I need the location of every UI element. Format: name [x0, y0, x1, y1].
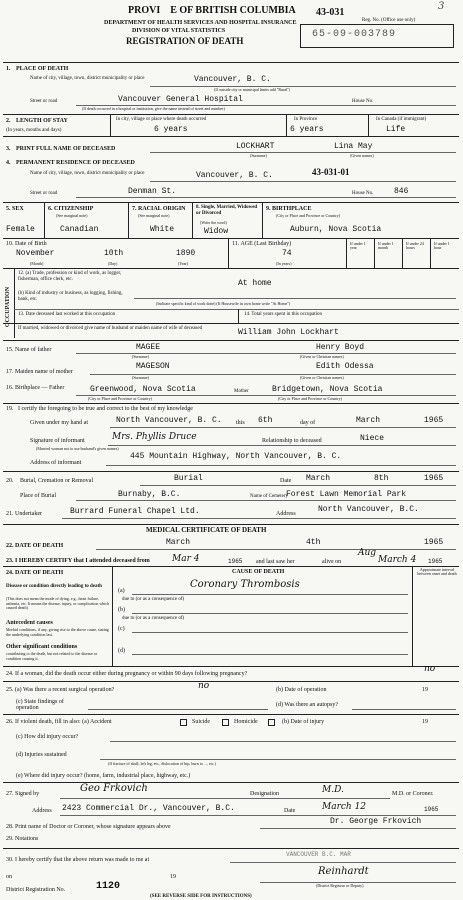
given-at: North Vancouver, B. C. — [116, 416, 222, 425]
father-given: Henry Boyd — [316, 343, 365, 352]
dob-month: November — [16, 249, 55, 258]
surname-label: (Surname) — [250, 153, 267, 158]
city-note: (If outside city or municipal limits add "Rural") — [214, 87, 291, 92]
doctor-addr-label: Address — [32, 808, 52, 814]
rule — [150, 86, 456, 87]
burial-label: Burial, Cremation or Removal — [20, 478, 93, 484]
rule — [88, 709, 268, 710]
last-saw-label: and last saw her — [256, 559, 295, 565]
mother-word: Mother — [234, 389, 249, 394]
day-of-label: day of — [300, 420, 316, 426]
dob-label: 10. Date of Birth — [6, 241, 47, 247]
rule — [286, 114, 287, 136]
occupation-note: (Indicate specific kind of work done) (If Housewife in own home write "At Home") — [156, 301, 291, 306]
rule — [100, 759, 456, 760]
residence-title: PERMANENT RESIDENCE OF DECEASED — [16, 160, 135, 166]
divider — [3, 471, 459, 472]
stay-canada-label: In Canada (if immigrant) — [376, 117, 427, 122]
burial-place-label: Place of Burial — [20, 493, 56, 499]
inj-year-prefix: 19 — [422, 719, 428, 725]
interval-title: Approximate interval between onset and death — [417, 567, 457, 576]
on-label: on — [6, 874, 12, 880]
informant-month: March — [356, 416, 381, 425]
mother-surname: MAGESON — [136, 362, 170, 371]
marital-label: 8. Single, Married, Widowed or Divorced — [196, 205, 258, 216]
disease-note: (This does not mean the mode of dying, e.g., heart failure, asthenia, etc. It means the disease, injury, or complication which caused death) — [6, 596, 110, 611]
age: 74 — [282, 249, 292, 258]
father-surname: MAGEE — [136, 343, 161, 352]
registrar-signature: Reinhardt — [318, 866, 369, 877]
marital-sub: (Write the word) — [200, 220, 227, 225]
item-number: 4. — [6, 160, 11, 166]
district-reg-number: 1120 — [96, 881, 121, 892]
disease-label: Disease or condition directly leading to death — [6, 584, 102, 589]
homicide-label: Homicide — [234, 719, 258, 725]
burial-place: Burnaby, B.C. — [118, 490, 181, 499]
undertaker-address: North Vancouver, B.C. — [318, 505, 419, 514]
occupation-a: At home — [238, 279, 272, 288]
stay-city-label: In city, village or place where death occurred — [116, 117, 207, 122]
reg-repeat: 43-031-01 — [312, 167, 350, 177]
spouse: William John Lockhart — [238, 328, 339, 337]
item-number: 1. — [6, 66, 11, 72]
informant-addr-label: Address of informant — [30, 460, 82, 466]
rule — [44, 202, 45, 238]
divider — [3, 782, 459, 783]
rule — [260, 828, 456, 829]
mother-birthplace: Bridgetown, Nova Scotia — [272, 385, 383, 394]
rule — [14, 309, 459, 310]
autopsy-label: (d) Was there an autopsy? — [276, 702, 339, 708]
rule — [230, 862, 456, 863]
under-1-year: If under 1 year — [350, 241, 366, 250]
rule — [346, 238, 347, 268]
last-seen-date: March 4 — [378, 555, 417, 565]
cause-a: Coronary Thrombosis — [190, 579, 300, 590]
reg-stamp: 65-09-003789 — [312, 29, 397, 40]
city-label: Name of city, village, town, district municipality or place — [30, 76, 145, 81]
attended-year: 1965 — [228, 558, 243, 565]
certify-text: I certify the foregoing to be true and correct to the best of my knowledge — [18, 406, 193, 412]
rule — [140, 485, 456, 486]
mother-bp-label: (City or Place and Province or Country) — [278, 396, 342, 401]
occupation-side-label: OCCUPATION — [5, 286, 12, 328]
registration-number: 43-031 — [316, 7, 345, 18]
res-house-label: House No. — [352, 191, 374, 196]
informant-sig-label: Signature of informant — [30, 438, 85, 444]
death-year: 1965 — [424, 538, 444, 547]
designation: M.D. — [322, 785, 344, 795]
house-label: House No. — [352, 99, 374, 104]
op-year-prefix: 19 — [422, 687, 428, 693]
stay-province-label: In Province — [294, 117, 318, 122]
dob-year: 1890 — [176, 249, 196, 258]
division-title: DIVISION OF VITAL STATISTICS — [132, 28, 226, 34]
divider — [3, 114, 459, 115]
divider — [3, 238, 459, 239]
rule — [368, 114, 369, 136]
cause-b-letter: (b) — [118, 607, 125, 613]
informant-address: 445 Mountain Highway, North Vancouver, B. C. — [130, 452, 342, 461]
street-note: (If death occurred in a hospital or institution, give the name instead of street and number) — [82, 106, 225, 111]
doctor-printed-name: Dr. George Frkovich — [330, 817, 422, 826]
injuries-note: (If fracture of skull, left leg, etc., dislocation of hip, burn to ..., etc.) — [108, 761, 216, 766]
divider — [3, 136, 459, 137]
violent-death-label: 26. If violent death, fill in also: (a) Accident — [6, 719, 112, 725]
item-number: 20. — [6, 478, 14, 484]
antecedent-label: Antecedent causes — [6, 620, 53, 626]
corner-mark: 3 — [438, 1, 445, 12]
form-title: REGISTRATION OF DEATH — [126, 36, 244, 46]
undertaker-addr-label: Address — [276, 511, 296, 517]
rule — [76, 197, 456, 198]
dob-day: 10th — [104, 249, 124, 258]
length-sub: (In years, months and days) — [6, 128, 62, 133]
rule — [132, 594, 408, 595]
registrar-label: (District Registrar or Deputy) — [316, 883, 364, 888]
stay-canada: Life — [386, 125, 406, 134]
burial-month: March — [306, 474, 331, 483]
father-given-label: (Given or Christian names) — [300, 354, 344, 359]
item-number: 19. — [6, 406, 14, 412]
divider — [3, 403, 459, 404]
divider — [3, 202, 459, 203]
death-street: Vancouver General Hospital — [118, 95, 243, 104]
res-house: 846 — [394, 187, 409, 196]
father-bp-label: (City or Place and Province or Country) — [88, 396, 152, 401]
divider — [3, 681, 459, 682]
other-conditions-label: Other significant conditions — [6, 644, 78, 650]
sign-date-label: Date — [284, 808, 296, 814]
attended-from: Mar 4 — [172, 554, 200, 564]
divider — [3, 62, 459, 63]
rule — [110, 427, 456, 428]
certify-attended-label: 23. I HEREBY CERTIFY that I attended deceased from — [6, 558, 150, 564]
death-month: March — [166, 538, 191, 547]
rule — [110, 114, 111, 136]
homicide-checkbox[interactable] — [268, 719, 275, 726]
undertaker-label: 21. Undertaker — [6, 511, 42, 517]
pregnancy-answer: no — [424, 664, 436, 674]
mother-given-label: (Given or Christian names) — [300, 375, 344, 380]
department-title: DEPARTMENT OF HEALTH SERVICES AND HOSPITAL INSURANCE — [104, 20, 297, 26]
suicide-label: Suicide — [192, 719, 210, 725]
rule — [96, 549, 456, 550]
cemetery: Forest Lawn Memorial Park — [286, 490, 407, 499]
deceased-given: Lina May — [334, 142, 373, 151]
cause-d-letter: (d) — [118, 648, 125, 654]
sex-label: 5. SEX — [6, 206, 24, 212]
divider — [3, 566, 459, 567]
findings-label: (c) State findings of operation — [16, 699, 64, 711]
citizenship-sub: (See marginal note) — [56, 213, 88, 218]
where-injury-label: (e) Where did injury occur? (home, farm, industrial place, highway, etc.) — [16, 773, 191, 779]
res-city-label: Name of city, village, town, district municipality or place — [30, 171, 145, 176]
occupation-a-label: 12. (a) Trade, profession or kind of work, as logger, fisherman, office clerk, etc. — [18, 271, 122, 282]
undertaker: Burrard Funeral Chapel Ltd. — [70, 507, 200, 516]
this-label: this — [236, 420, 245, 426]
rule — [150, 181, 456, 182]
rule — [60, 815, 456, 816]
given-label: (Given names) — [350, 153, 374, 158]
divider — [3, 714, 459, 715]
footer-instructions: (SEE REVERSE SIDE FOR INSTRUCTIONS) — [150, 894, 252, 899]
rule — [110, 741, 456, 742]
stay-city: 6 years — [154, 125, 188, 134]
year-label: (Year) — [178, 261, 189, 266]
race: White — [150, 225, 175, 234]
father-birthplace: Greenwood, Nova Scotia — [90, 385, 196, 394]
reg-year-prefix: 19 — [170, 874, 176, 880]
due-to-2: due to (or as a consequence of) — [122, 616, 185, 621]
mother-surname-label: (Surname) — [132, 375, 149, 380]
rule — [62, 518, 456, 519]
informant-year: 1965 — [424, 416, 444, 425]
rule — [192, 202, 193, 238]
rule — [430, 238, 431, 268]
rule — [112, 566, 113, 666]
rule — [60, 798, 390, 799]
rule — [132, 613, 408, 614]
rule — [228, 238, 229, 268]
notations-label: 29. Notations — [6, 836, 39, 842]
cause-a-letter: (a) — [118, 588, 125, 594]
burial-day: 8th — [374, 474, 389, 483]
stay-province: 6 years — [290, 125, 324, 134]
rule — [132, 654, 408, 655]
total-years-label: 14. Total years spent in this occupation — [244, 312, 323, 317]
spouse-label: If married, widowed or divorced give name of husband or maiden name of wife of deceased — [18, 326, 203, 331]
res-street: Denman St. — [128, 187, 177, 196]
item-number: 2. — [6, 118, 11, 124]
under-24-hours: If under 24 hours — [406, 241, 424, 250]
rule — [150, 152, 456, 153]
divider — [3, 323, 459, 324]
rule — [128, 202, 129, 238]
signed-by-label: 27. Signed by — [6, 791, 40, 797]
sig-note: (Married woman not to use husband's given names) — [36, 446, 119, 451]
street-label: Street or road — [30, 99, 58, 104]
burial-year: 1965 — [424, 474, 444, 483]
relationship-label: Relationship to deceased — [262, 438, 322, 444]
race-label: 7. RACIAL ORIGIN — [132, 206, 186, 212]
pregnancy-question: 24. If a woman, did the death occur either during pregnancy or within 90 days following pregnancy? — [6, 671, 248, 677]
item-number: 3. — [6, 146, 11, 152]
rule — [374, 238, 375, 268]
informant-signature: Mrs. Phyllis Druce — [112, 432, 197, 442]
date-of-death-24-label: 24. DATE OF DEATH — [6, 570, 64, 576]
alive-on-label: alive on — [322, 559, 342, 565]
antecedent-note: Morbid conditions, if any, giving rise to the above cause, stating the underlying condition last. — [6, 627, 109, 637]
rule — [14, 268, 15, 338]
length-of-stay-title: LENGTH OF STAY — [16, 118, 68, 124]
accident-checkbox[interactable] — [180, 719, 187, 726]
how-injury-label: (c) How did injury occur? — [16, 734, 79, 740]
birthplace-sub: (City or Place and Province or Country) — [276, 213, 340, 218]
informant-day: 6th — [258, 416, 273, 425]
age-label: 11. AGE (Last Birthday) — [232, 241, 292, 247]
rule — [402, 238, 403, 268]
rule — [412, 566, 413, 666]
under-1-month: If under 1 month — [378, 241, 394, 250]
mother-given: Edith Odessa — [316, 362, 374, 371]
cause-c-letter: (c) — [118, 626, 125, 632]
injury-date-label: (b) Date of injury — [282, 719, 325, 725]
designation-options: M.D. or Coroner. — [392, 791, 434, 797]
birthplace: Auburn, Nova Scotia — [290, 225, 382, 234]
sign-year: 1965 — [424, 806, 439, 813]
burial-date-label: Date — [280, 478, 292, 484]
injuries-label: (d) Injuries sustained — [16, 752, 67, 758]
last-worked-label: 13. Date deceased last worked at this occupation — [18, 312, 116, 317]
medical-title: MEDICAL CERTIFICATE OF DEATH — [146, 526, 267, 534]
sign-date: March 12 — [322, 802, 367, 812]
designation-label: Designation — [250, 791, 279, 797]
rule — [352, 709, 456, 710]
under-1-hour: If under 1 hour — [434, 241, 450, 250]
day-label: (Day) — [108, 261, 118, 266]
surgery-answer: no — [198, 681, 210, 691]
last-seen-annotation: Aug — [358, 548, 377, 558]
surgery-question: 25. (a) Was there a recent surgical operation? — [6, 687, 115, 693]
divider — [3, 340, 459, 341]
month-label: (Month) — [30, 261, 44, 266]
district-reg-label: District Registration No. — [6, 887, 66, 893]
operation-date-label: (b) Date of operation — [276, 687, 327, 693]
divider — [3, 848, 459, 849]
physician-signature: Geo Frkovich — [80, 783, 148, 794]
rule — [132, 632, 408, 633]
province-title: PROVI E OF BRITISH COLUMBIA — [128, 5, 296, 16]
rule — [238, 309, 239, 323]
death-city: Vancouver, B. C. — [194, 75, 271, 84]
due-to-1: due to (or as a consequence of) — [122, 597, 185, 602]
full-name-label: PRINT FULL NAME OF DECEASED — [16, 146, 116, 152]
given-at-label: Given under my hand at — [30, 420, 88, 426]
cemetery-label: Name of Cemetery — [250, 494, 289, 499]
received-stamp: VANCOUVER B.C. MAR — [286, 851, 351, 858]
occupation-b-label: (b) Kind of industry or business, as logging, fishing, bank, etc. — [18, 291, 123, 302]
last-seen-year: 1965 — [428, 558, 443, 565]
sex: Female — [6, 225, 35, 234]
father-surname-label: (Surname) — [132, 354, 149, 359]
suicide-checkbox[interactable] — [222, 719, 229, 726]
burial-method: Burial — [174, 474, 203, 483]
race-sub: (See marginal note) — [138, 213, 170, 218]
mother-label: 17. Maiden name of mother — [6, 369, 73, 375]
date-of-death-label: 22. DATE OF DEATH — [6, 543, 64, 549]
rule — [76, 500, 456, 501]
birthplace-label: 9. BIRTHPLACE — [266, 206, 312, 212]
birthplace-parents-label: 16. Birthplace — Father — [6, 385, 65, 391]
divider — [3, 666, 459, 667]
reg-no-label: Reg. No. (Office use only) — [362, 18, 416, 23]
cause-title: CAUSE OF DEATH — [232, 569, 285, 575]
deceased-surname: LOCKHART — [236, 142, 275, 151]
print-name-label: 28. Print name of Doctor or Coroner, whose signature appears above — [6, 824, 171, 830]
rule — [106, 465, 456, 466]
doctor-address: 2423 Commercial Dr., Vancouver, B.C. — [62, 804, 235, 813]
citizenship: Canadian — [60, 225, 99, 234]
registrar-certify-label: 30. I hereby certify that the above return was made to me at — [6, 857, 150, 863]
marital: Widow — [204, 227, 229, 236]
res-street-label: Street or road — [30, 191, 58, 196]
place-of-death-title: PLACE OF DEATH — [16, 66, 69, 72]
divider — [3, 268, 459, 269]
relationship: Niece — [360, 434, 385, 443]
age-sub: (In years) — [276, 261, 292, 266]
citizenship-label: 6. CITIZENSHIP — [48, 206, 94, 212]
res-city: Vancouver, B. C. — [196, 171, 273, 180]
divider — [3, 524, 459, 525]
rule — [262, 202, 263, 238]
other-conditions-note: contributing to the death, but not related to the disease or condition causing it. — [6, 651, 98, 661]
rule — [134, 298, 456, 299]
rule — [108, 445, 456, 446]
death-day: 4th — [306, 538, 321, 547]
father-label: 15. Name of father — [6, 347, 52, 353]
